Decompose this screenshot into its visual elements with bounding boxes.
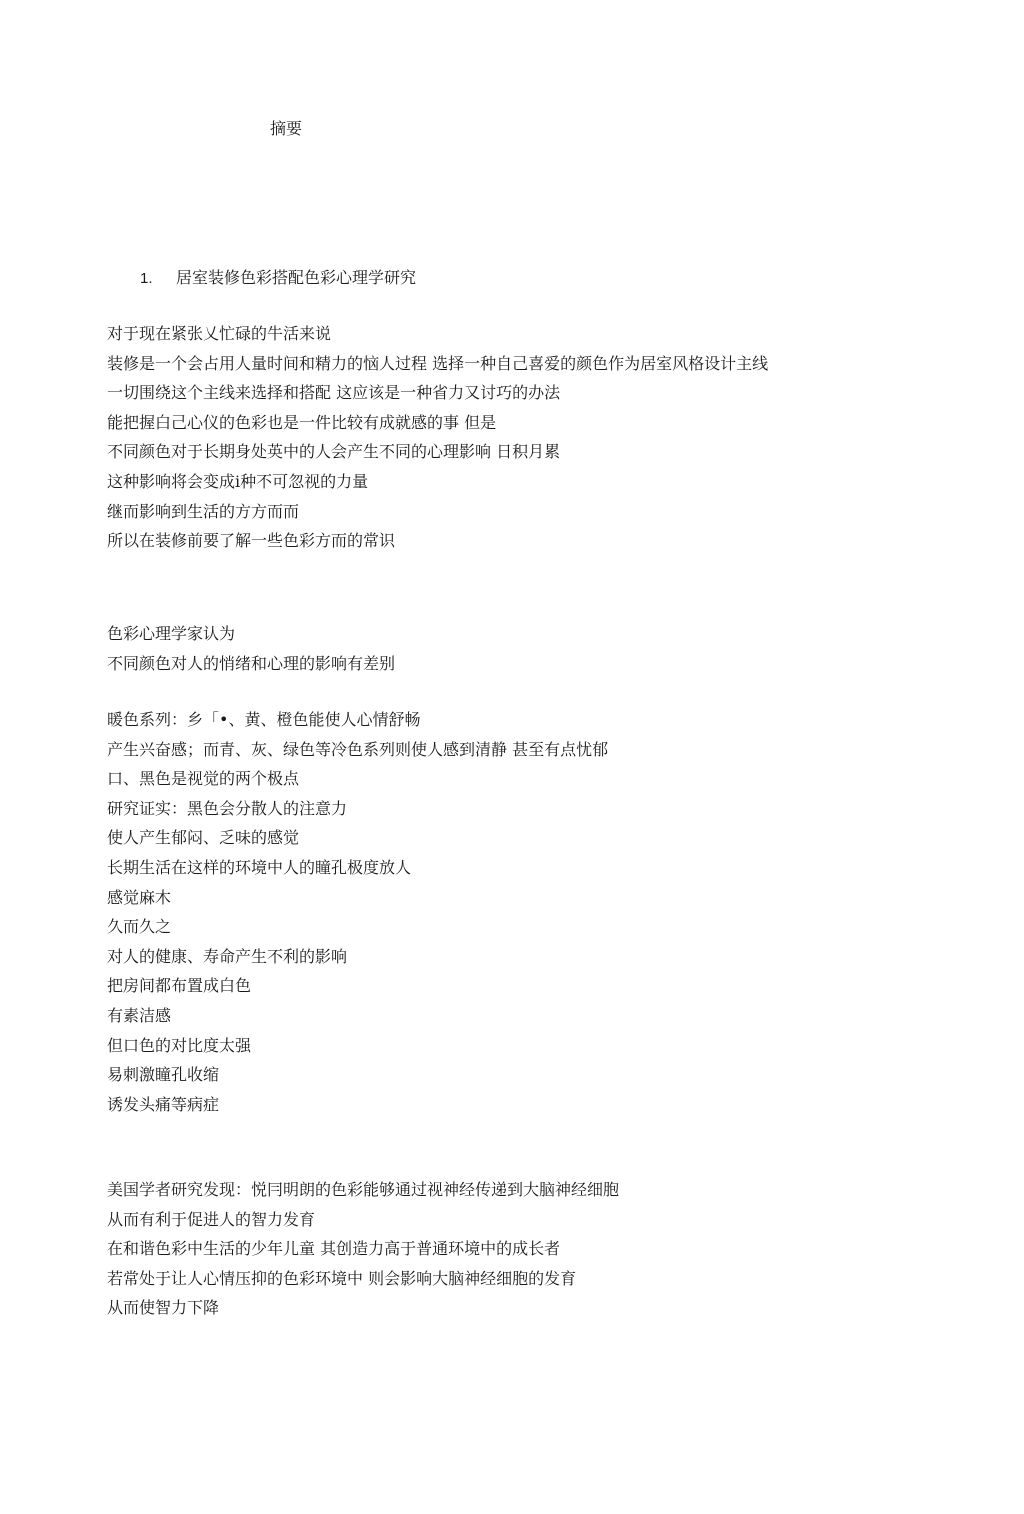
- text-line: 感觉麻木: [107, 887, 172, 907]
- text-line: 在和谐色彩中生活的少年儿童 其创造力高于普通环境中的成长者: [107, 1239, 561, 1259]
- text-line: 所以在装修前要了解一些色彩方而的常识: [107, 531, 396, 551]
- text-line: 能把握白己心仪的色彩也是一件比较有成就感的事 但是: [107, 412, 497, 432]
- text-line: 但口色的对比度太强: [107, 1035, 252, 1055]
- text-line: 这种影响将会变成i种不可忽视的力量: [107, 471, 369, 491]
- text-line: 装修是一个会占用人量时间和精力的恼人过程 选择一种自己喜爱的颜色作为居室风格设计主线: [107, 353, 769, 373]
- text-line: 易刺激瞳孔收缩: [107, 1065, 220, 1085]
- abstract-title: 摘要: [270, 119, 303, 138]
- text-line: 暖色系列：乡「•、黄、橙色能使人心情舒畅: [107, 710, 421, 729]
- text-line: 有素洁感: [107, 1005, 172, 1025]
- text-line: 色彩心理学家认为: [107, 624, 236, 643]
- text-line: 产生兴奋感；而青、灰、绿色等冷色系列则使人感到清静 甚至有点忧郁: [107, 739, 609, 759]
- paragraph-american-research: [107, 1180, 619, 1328]
- text-line: 口、黑色是视觉的两个极点: [107, 769, 300, 789]
- paragraph-intro: [107, 324, 768, 561]
- text-line: 使人产生郁闷、乏味的感觉: [107, 828, 300, 848]
- text-line: 一切围绕这个主线来选择和搭配 这应该是一种省力又讨巧的办法: [107, 383, 561, 403]
- text-line: 对人的健康、寿命产生不利的影响: [107, 946, 348, 966]
- text-line: 不同颜色对人的悄绪和心理的影响有差别: [107, 653, 396, 673]
- paragraph-warm-colors: [107, 710, 608, 1124]
- text-line: 研究证实：黑色会分散人的注意力: [107, 798, 348, 818]
- section-title: 居室装修色彩搭配色彩心理学研究: [176, 268, 417, 287]
- text-line: 继而影响到生活的方方而而: [107, 501, 300, 521]
- text-line: 长期生活在这样的环境中人的瞳孔极度放人: [107, 857, 412, 877]
- text-line: 把房间都布置成白色: [107, 976, 252, 996]
- text-line: 从而使智力下降: [107, 1298, 220, 1318]
- text-line: 对于现在紧张乂忙碌的牛活来说: [107, 324, 332, 343]
- text-line: 从而有利于促进人的智力发育: [107, 1209, 316, 1229]
- text-line: 久而久之: [107, 917, 172, 937]
- text-line: 美国学者研究发现：悦冃明朗的色彩能够通过视神经传递到大脑神经细胞: [107, 1180, 620, 1199]
- text-line: 若常处于让人心情压抑的色彩环境中 则会影响大脑神经细胞的发育: [107, 1268, 577, 1288]
- text-line: 诱发头痛等病症: [107, 1094, 220, 1114]
- paragraph-psychologists: [107, 624, 395, 683]
- section-number: 1.: [140, 270, 153, 287]
- section-heading: [140, 268, 416, 289]
- text-line: 不同颜色对于长期身处英中的人会产生不同的心理影响 日积月累: [107, 442, 561, 462]
